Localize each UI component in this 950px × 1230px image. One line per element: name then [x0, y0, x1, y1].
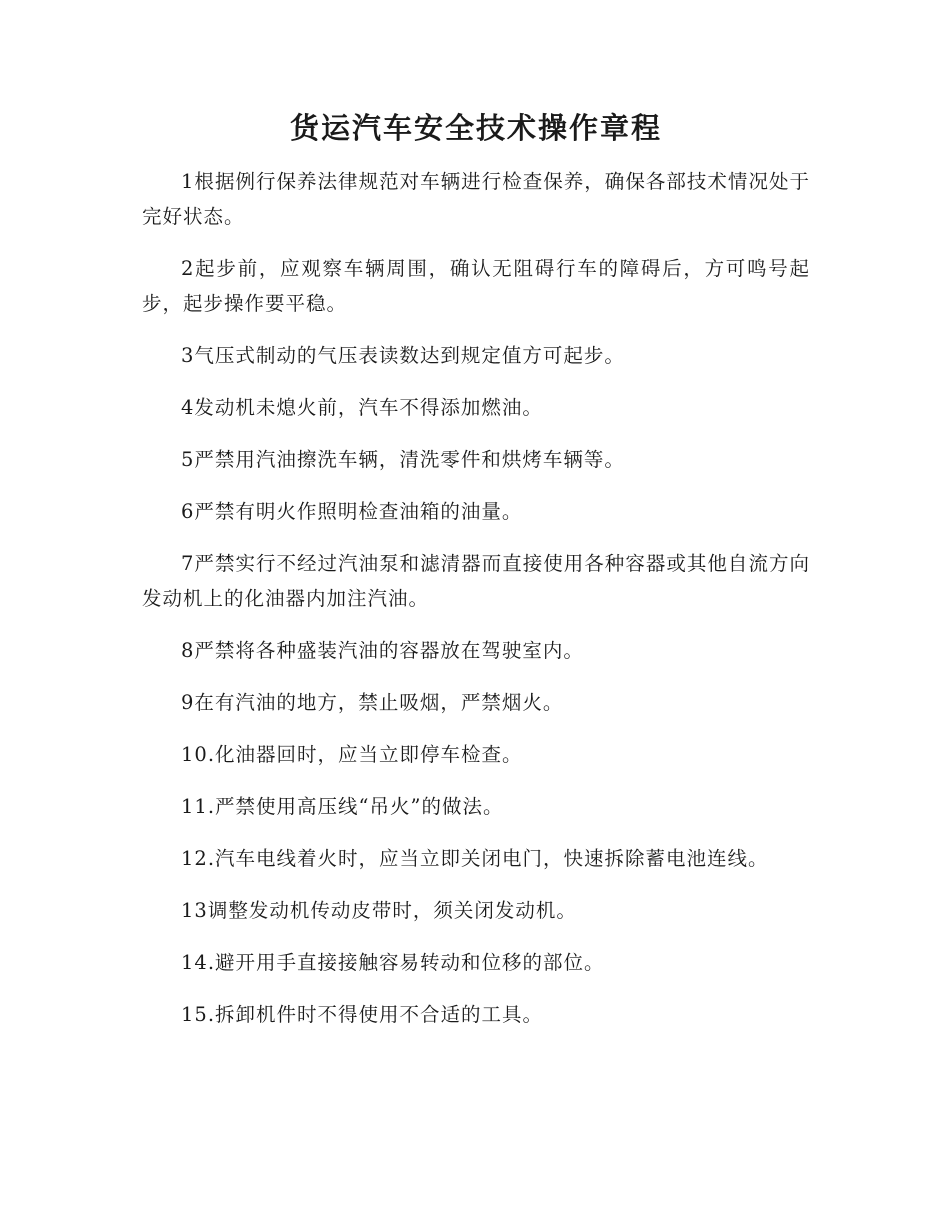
rule-item-13: 13调整发动机传动皮带时，须关闭发动机。	[181, 899, 577, 922]
rule-item-4: 4发动机未熄火前，汽车不得添加燃油。	[181, 396, 543, 419]
rule-item-14: 14.避开用手直接接触容易转动和位移的部位。	[181, 951, 605, 974]
document-title: 货运汽车安全技术操作章程	[289, 111, 662, 145]
rule-item-11: 11.严禁使用高压线“吊火”的做法。	[181, 795, 504, 818]
rule-item-8: 8严禁将各种盛装汽油的容器放在驾驶室内。	[181, 639, 584, 662]
rule-item-7: 7严禁实行不经过汽油泵和滤清器而直接使用各种容器或其他自流方向发动机上的化油器内加注汽油。	[142, 552, 810, 610]
rule-item-15: 15.拆卸机件时不得使用不合适的工具。	[181, 1003, 544, 1026]
rule-item-12: 12.汽车电线着火时，应当立即关闭电门，快速拆除蓄电池连线。	[181, 847, 769, 870]
rule-item-6: 6严禁有明火作照明检查油箱的油量。	[181, 500, 523, 523]
rule-item-3: 3气压式制动的气压表读数达到规定值方可起步。	[181, 344, 625, 367]
rule-item-2: 2起步前，应观察车辆周围，确认无阻碍行车的障碍后，方可鸣号起步，起步操作要平稳。	[142, 257, 810, 315]
rule-item-5: 5严禁用汽油擦洗车辆，清洗零件和烘烤车辆等。	[181, 448, 625, 471]
rule-item-9: 9在有汽油的地方，禁止吸烟，严禁烟火。	[181, 691, 564, 714]
rule-item-1: 1根据例行保养法律规范对车辆进行检查保养，确保各部技术情况处于完好状态。	[142, 170, 810, 228]
rule-item-10: 10.化油器回时，应当立即停车检查。	[181, 743, 523, 766]
rules-list	[142, 164, 810, 1032]
